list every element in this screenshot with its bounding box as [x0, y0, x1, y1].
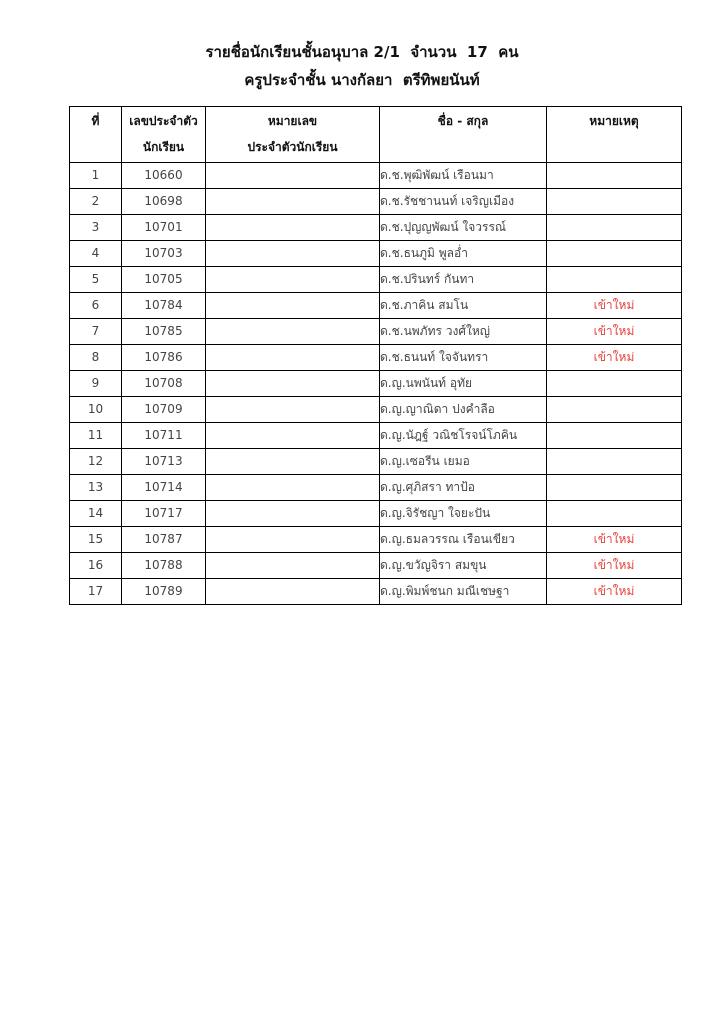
cell-student-id: 10703 [122, 241, 206, 267]
cell-no: 14 [70, 501, 122, 527]
cell-remarks [547, 501, 682, 527]
cell-no: 5 [70, 267, 122, 293]
table-row [70, 449, 682, 475]
column-header-name: ชื่อ - สกุล [380, 107, 547, 163]
cell-student-number [206, 579, 380, 605]
cell-no: 2 [70, 189, 122, 215]
cell-student-number [206, 501, 380, 527]
cell-remarks [547, 475, 682, 501]
cell-no: 3 [70, 215, 122, 241]
cell-student-id: 10714 [122, 475, 206, 501]
cell-no: 1 [70, 163, 122, 189]
document-title: รายชื่อนักเรียนชั้นอนุบาล 2/1 จำนวน 17 คน [205, 43, 519, 61]
cell-student-id: 10786 [122, 345, 206, 371]
cell-name: ด.ญ.ขวัญจิรา สมขุน [380, 553, 547, 579]
column-header-remarks: หมายเหตุ [547, 107, 682, 163]
cell-name: ด.ช.ภาคิน สมโน [380, 293, 547, 319]
table-row [70, 319, 682, 345]
cell-student-id: 10711 [122, 423, 206, 449]
table-row [70, 215, 682, 241]
cell-remarks: เข้าใหม่ [547, 527, 682, 553]
cell-no: 8 [70, 345, 122, 371]
cell-no: 9 [70, 371, 122, 397]
table-row [70, 241, 682, 267]
cell-student-number [206, 293, 380, 319]
table-row [70, 163, 682, 189]
column-header-no: ที่ [70, 107, 122, 163]
table-row [70, 345, 682, 371]
table-row [70, 579, 682, 605]
cell-name: ด.ช.รัชชานนท์ เจริญเมือง [380, 189, 547, 215]
cell-student-id: 10713 [122, 449, 206, 475]
cell-student-number [206, 449, 380, 475]
table-row [70, 267, 682, 293]
cell-remarks [547, 215, 682, 241]
cell-no: 16 [70, 553, 122, 579]
cell-student-id: 10784 [122, 293, 206, 319]
cell-name: ด.ญ.จิรัชญา ใจยะปัน [380, 501, 547, 527]
table-row [70, 475, 682, 501]
cell-remarks [547, 397, 682, 423]
document-subtitle: ครูประจำชั้น นางกัลยา ตรีทิพยนันท์ [244, 71, 480, 89]
header-row [70, 107, 682, 163]
cell-student-id: 10785 [122, 319, 206, 345]
cell-name: ด.ญ.พิมพ์ชนก มณีเชษฐา [380, 579, 547, 605]
column-header-student-id: เลขประจำตัว นักเรียน [122, 107, 206, 163]
cell-student-number [206, 319, 380, 345]
cell-remarks: เข้าใหม่ [547, 319, 682, 345]
table-row [70, 189, 682, 215]
cell-student-number [206, 267, 380, 293]
table-row [70, 553, 682, 579]
cell-name: ด.ช.ปุญญพัฒน์ ใจวรรณ์ [380, 215, 547, 241]
cell-no: 7 [70, 319, 122, 345]
cell-student-number [206, 345, 380, 371]
table-row [70, 371, 682, 397]
cell-student-id: 10705 [122, 267, 206, 293]
cell-student-number [206, 527, 380, 553]
cell-student-id: 10709 [122, 397, 206, 423]
cell-no: 10 [70, 397, 122, 423]
table-row [70, 293, 682, 319]
cell-student-number [206, 371, 380, 397]
column-header-student-number: หมายเลข ประจำตัวนักเรียน [206, 107, 380, 163]
cell-student-number [206, 241, 380, 267]
cell-student-id: 10701 [122, 215, 206, 241]
cell-remarks [547, 189, 682, 215]
cell-no: 11 [70, 423, 122, 449]
table-row [70, 527, 682, 553]
table-row [70, 423, 682, 449]
cell-no: 4 [70, 241, 122, 267]
cell-remarks [547, 423, 682, 449]
cell-name: ด.ช.นพภัทร วงศ์ใหญ่ [380, 319, 547, 345]
cell-student-number [206, 163, 380, 189]
cell-student-id: 10788 [122, 553, 206, 579]
cell-name: ด.ญ.ญาณิดา ปงคำลือ [380, 397, 547, 423]
cell-name: ด.ช.ปรินทร์ กันทา [380, 267, 547, 293]
cell-no: 13 [70, 475, 122, 501]
cell-student-number [206, 215, 380, 241]
cell-name: ด.ช.พุฒิพัฒน์ เรือนมา [380, 163, 547, 189]
cell-student-id: 10660 [122, 163, 206, 189]
table-row [70, 397, 682, 423]
cell-name: ด.ญ.ศุภิสรา ทาป้อ [380, 475, 547, 501]
table-header [70, 107, 682, 163]
cell-student-number [206, 423, 380, 449]
cell-student-id: 10717 [122, 501, 206, 527]
cell-remarks: เข้าใหม่ [547, 579, 682, 605]
cell-no: 17 [70, 579, 122, 605]
cell-name: ด.ญ.เซอรีน เยมอ [380, 449, 547, 475]
cell-student-number [206, 397, 380, 423]
cell-student-id: 10698 [122, 189, 206, 215]
cell-name: ด.ช.ธนภูมิ พูลอ่ำ [380, 241, 547, 267]
cell-remarks [547, 449, 682, 475]
cell-remarks [547, 241, 682, 267]
cell-no: 12 [70, 449, 122, 475]
cell-remarks: เข้าใหม่ [547, 553, 682, 579]
cell-student-number [206, 475, 380, 501]
cell-remarks [547, 267, 682, 293]
cell-student-number [206, 553, 380, 579]
cell-remarks [547, 163, 682, 189]
cell-name: ด.ญ.นพนันท์ อุทัย [380, 371, 547, 397]
table-row [70, 501, 682, 527]
cell-name: ด.ญ.นัฎฐ์ วณิชโรจน์โภคิน [380, 423, 547, 449]
cell-no: 6 [70, 293, 122, 319]
cell-remarks: เข้าใหม่ [547, 293, 682, 319]
cell-student-id: 10789 [122, 579, 206, 605]
student-roster-table [69, 106, 682, 605]
table-body [70, 163, 682, 605]
cell-name: ด.ช.ธนนท์ ใจจันทรา [380, 345, 547, 371]
cell-no: 15 [70, 527, 122, 553]
cell-name: ด.ญ.ธมลวรรณ เรือนเขียว [380, 527, 547, 553]
cell-remarks [547, 371, 682, 397]
cell-remarks: เข้าใหม่ [547, 345, 682, 371]
cell-student-number [206, 189, 380, 215]
cell-student-id: 10787 [122, 527, 206, 553]
cell-student-id: 10708 [122, 371, 206, 397]
